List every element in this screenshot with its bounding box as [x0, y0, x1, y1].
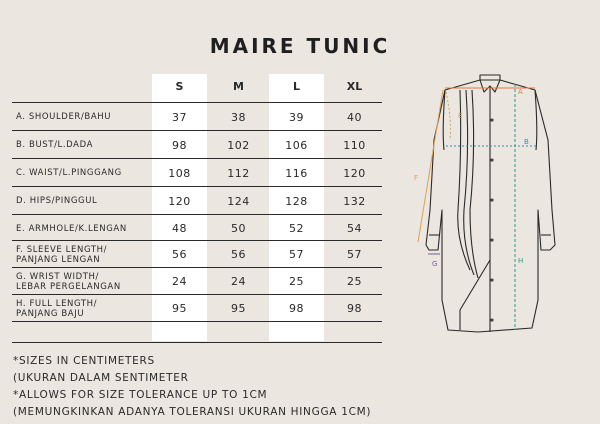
size-value: 24: [231, 275, 246, 288]
size-header-s: S: [175, 80, 184, 93]
measurement-label: E. ARMHOLE/K.LENGAN: [16, 223, 127, 234]
label-b: B: [524, 138, 529, 146]
size-header-m: M: [233, 80, 244, 93]
size-value: 38: [231, 110, 246, 124]
size-value: 124: [227, 194, 250, 208]
size-value: 50: [231, 222, 246, 235]
label-a: A: [518, 88, 523, 96]
size-value: 108: [168, 166, 191, 180]
size-value: 112: [227, 166, 250, 180]
size-value: 98: [289, 302, 304, 315]
table-row: [12, 187, 382, 215]
notes: [13, 353, 371, 421]
size-value: 24: [172, 275, 187, 288]
note-line: (UKURAN DALAM SENTIMETER: [13, 372, 189, 384]
size-value: 98: [347, 302, 362, 315]
measurement-label: G. WRIST WIDTH/ LEBAR PERGELANGAN: [16, 271, 121, 292]
page-title: MAIRE TUNIC: [209, 34, 391, 58]
size-value: 106: [285, 138, 308, 152]
size-value: 52: [289, 222, 304, 235]
size-value: 120: [343, 166, 366, 180]
table-row: [12, 268, 382, 295]
note-line: (MEMUNGKINKAN ADANYA TOLERANSI UKURAN HINGGA 1CM): [13, 406, 372, 418]
measurement-label: H. FULL LENGTH/ PANJANG BAJU: [16, 298, 98, 319]
tunic-outline: [426, 75, 555, 332]
size-value: 120: [168, 194, 191, 208]
measurement-label: C. WAIST/L.PINGGANG: [16, 168, 122, 178]
size-value: 116: [285, 166, 308, 180]
size-value: 25: [289, 275, 304, 288]
measurement-label: F. SLEEVE LENGTH/ PANJANG LENGAN: [16, 244, 108, 265]
size-value: 57: [347, 248, 362, 261]
label-h: H: [518, 257, 524, 265]
size-value: 56: [231, 248, 246, 261]
measurement-label: B. BUST/L.DADA: [16, 140, 93, 150]
size-value: 54: [347, 222, 362, 235]
size-value: 102: [227, 138, 250, 152]
size-value: 39: [289, 110, 304, 124]
row-divider: [12, 342, 382, 343]
size-value: 37: [172, 110, 187, 124]
measurement-label: A. SHOULDER/BAHU: [16, 112, 112, 122]
size-value: 110: [343, 138, 366, 152]
size-value: 128: [285, 194, 308, 208]
tunic-diagram: [400, 70, 590, 350]
note-line: *ALLOWS FOR SIZE TOLERANCE UP TO 1CM: [13, 389, 268, 401]
size-value: 57: [289, 248, 304, 261]
table-row: [12, 131, 382, 159]
size-value: 48: [172, 222, 187, 235]
size-value: 98: [172, 138, 187, 152]
size-header-xl: XL: [346, 80, 363, 93]
size-header-l: L: [292, 80, 300, 93]
size-value: 25: [347, 275, 362, 288]
table-row: [12, 159, 382, 187]
size-value: 132: [343, 194, 366, 208]
measurement-label: D. HIPS/PINGGUL: [16, 196, 98, 206]
size-value: 56: [172, 248, 187, 261]
table-row: [12, 103, 382, 131]
size-value: 95: [172, 302, 187, 315]
size-value: 95: [231, 302, 246, 315]
label-g: G: [432, 260, 438, 268]
size-value: 40: [347, 110, 362, 124]
label-f: F: [414, 174, 419, 182]
table-row: [12, 295, 382, 322]
label-e: E: [458, 112, 463, 120]
note-line: *SIZES IN CENTIMETERS: [13, 355, 155, 367]
table-row: [12, 241, 382, 268]
table-row: [12, 216, 382, 241]
